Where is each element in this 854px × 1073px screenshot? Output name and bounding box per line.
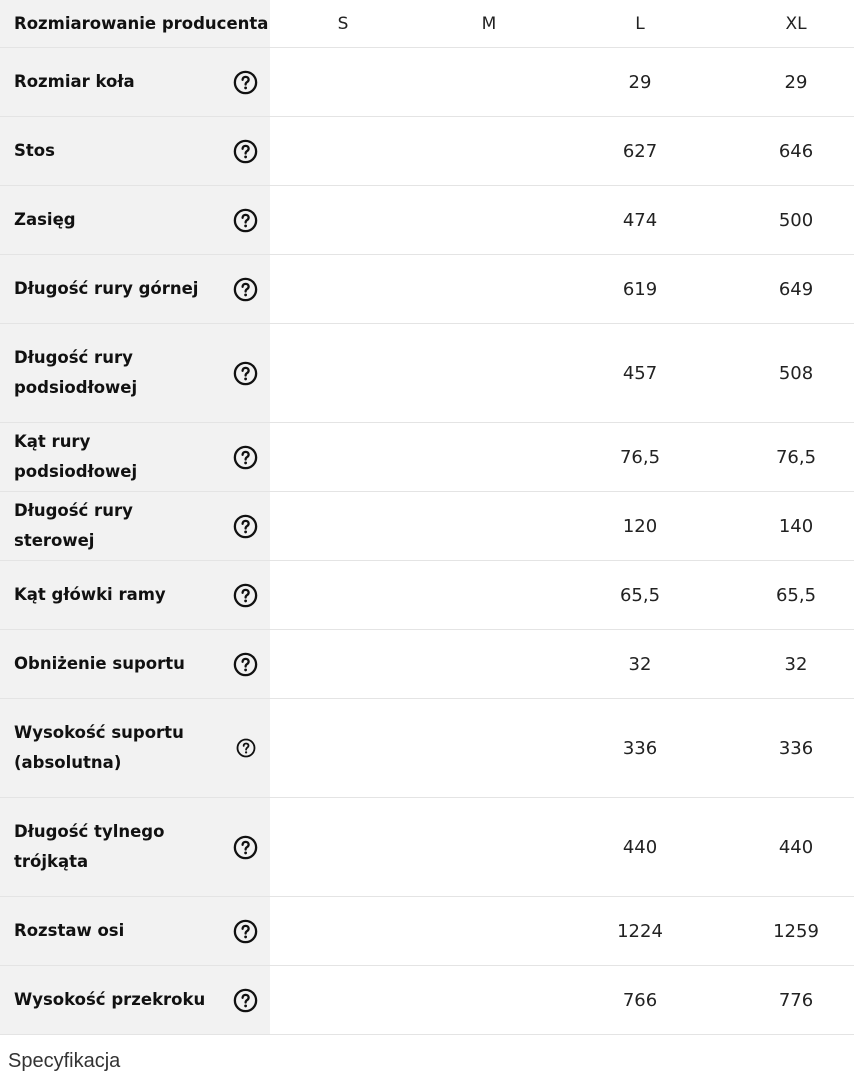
table-row xyxy=(0,423,854,492)
size-value-l: 120 xyxy=(562,492,718,561)
size-value-xl: 776 xyxy=(718,966,854,1035)
table-row xyxy=(0,699,854,798)
size-value-l: 76,5 xyxy=(562,423,718,492)
size-value-xl: 29 xyxy=(718,48,854,117)
table-row xyxy=(0,798,854,897)
size-value-l: 65,5 xyxy=(562,561,718,630)
size-value-m xyxy=(416,186,562,255)
size-value-s xyxy=(270,699,416,798)
row-label: Obniżenie suportu xyxy=(14,654,185,673)
size-value-xl: 336 xyxy=(718,699,854,798)
row-label-wrap xyxy=(14,985,258,1015)
size-header-l: L xyxy=(562,0,718,48)
size-value-s xyxy=(270,492,416,561)
size-value-xl: 1259 xyxy=(718,897,854,966)
row-label: Wysokość suportu (absolutna) xyxy=(14,723,184,772)
size-value-xl: 65,5 xyxy=(718,561,854,630)
size-value-xl: 76,5 xyxy=(718,423,854,492)
size-value-xl: 32 xyxy=(718,630,854,699)
question-circle-icon[interactable] xyxy=(233,208,258,233)
row-label: Długość tylnego trójkąta xyxy=(14,822,165,871)
question-circle-icon[interactable] xyxy=(233,361,258,386)
size-value-m xyxy=(416,798,562,897)
size-value-xl: 140 xyxy=(718,492,854,561)
row-label-wrap xyxy=(14,427,258,487)
size-header-xl: XL xyxy=(718,0,854,48)
size-value-s xyxy=(270,630,416,699)
size-value-l: 457 xyxy=(562,324,718,423)
table-row xyxy=(0,630,854,699)
row-label-wrap xyxy=(14,817,258,877)
size-value-m xyxy=(416,117,562,186)
size-value-l: 1224 xyxy=(562,897,718,966)
row-label: Długość rury górnej xyxy=(14,279,199,298)
table-row xyxy=(0,117,854,186)
specification-tab[interactable]: Specyfikacja xyxy=(8,1050,121,1072)
size-value-l: 32 xyxy=(562,630,718,699)
row-label: Zasięg xyxy=(14,210,76,229)
row-label: Wysokość przekroku xyxy=(14,990,206,1009)
table-row xyxy=(0,966,854,1035)
row-label-cell xyxy=(0,255,270,324)
row-label-cell xyxy=(0,186,270,255)
question-circle-icon[interactable] xyxy=(233,988,258,1013)
row-label-wrap xyxy=(14,718,258,778)
table-row xyxy=(0,561,854,630)
question-circle-icon[interactable] xyxy=(233,583,258,608)
size-value-m xyxy=(416,423,562,492)
row-label-wrap xyxy=(14,67,258,97)
size-value-m xyxy=(416,966,562,1035)
size-value-m xyxy=(416,630,562,699)
size-value-xl: 649 xyxy=(718,255,854,324)
row-label: Rozstaw osi xyxy=(14,921,125,940)
row-label: Kąt główki ramy xyxy=(14,585,166,604)
size-value-s xyxy=(270,966,416,1035)
row-label-cell xyxy=(0,48,270,117)
size-value-l: 440 xyxy=(562,798,718,897)
row-label-cell xyxy=(0,492,270,561)
size-value-l: 336 xyxy=(562,699,718,798)
question-circle-icon[interactable] xyxy=(233,652,258,677)
row-label: Kąt rury podsiodłowej xyxy=(14,432,138,481)
question-circle-icon[interactable] xyxy=(233,139,258,164)
row-label-wrap xyxy=(14,205,258,235)
row-label: Rozmiar koła xyxy=(14,72,135,91)
table-row xyxy=(0,897,854,966)
size-value-l: 29 xyxy=(562,48,718,117)
row-label: Długość rury podsiodłowej xyxy=(14,348,138,397)
size-value-m xyxy=(416,324,562,423)
question-circle-icon[interactable] xyxy=(233,445,258,470)
size-value-s xyxy=(270,798,416,897)
size-value-m xyxy=(416,492,562,561)
size-value-l: 474 xyxy=(562,186,718,255)
row-label-cell xyxy=(0,966,270,1035)
table-row xyxy=(0,186,854,255)
size-value-m xyxy=(416,897,562,966)
table-header-row xyxy=(0,0,854,48)
row-label: Stos xyxy=(14,141,55,160)
size-value-l: 766 xyxy=(562,966,718,1035)
size-value-s xyxy=(270,324,416,423)
row-label-cell xyxy=(0,630,270,699)
size-value-xl: 440 xyxy=(718,798,854,897)
question-circle-icon[interactable] xyxy=(233,919,258,944)
row-label-cell xyxy=(0,699,270,798)
row-label-wrap xyxy=(14,274,258,304)
table-row xyxy=(0,324,854,423)
row-label-wrap xyxy=(14,580,258,610)
row-label-cell xyxy=(0,897,270,966)
question-circle-icon[interactable] xyxy=(236,738,256,758)
row-label: Długość rury sterowej xyxy=(14,501,133,550)
size-value-s xyxy=(270,117,416,186)
table-body xyxy=(0,48,854,1035)
size-value-s xyxy=(270,423,416,492)
size-value-xl: 500 xyxy=(718,186,854,255)
row-label-cell xyxy=(0,117,270,186)
table-row xyxy=(0,492,854,561)
row-label-wrap xyxy=(14,916,258,946)
size-value-s xyxy=(270,255,416,324)
row-label-cell xyxy=(0,423,270,492)
row-label-wrap xyxy=(14,343,258,403)
size-value-s xyxy=(270,48,416,117)
size-value-m xyxy=(416,48,562,117)
size-value-l: 627 xyxy=(562,117,718,186)
row-label-cell xyxy=(0,561,270,630)
size-value-s xyxy=(270,897,416,966)
size-value-s xyxy=(270,561,416,630)
row-label-cell xyxy=(0,324,270,423)
row-label-wrap xyxy=(14,136,258,166)
row-label-wrap xyxy=(14,496,258,556)
table-row xyxy=(0,255,854,324)
question-circle-icon[interactable] xyxy=(233,277,258,302)
question-circle-icon[interactable] xyxy=(233,514,258,539)
size-header-m: M xyxy=(416,0,562,48)
question-circle-icon[interactable] xyxy=(233,835,258,860)
size-value-xl: 508 xyxy=(718,324,854,423)
question-circle-icon[interactable] xyxy=(233,70,258,95)
size-header-s: S xyxy=(270,0,416,48)
size-value-s xyxy=(270,186,416,255)
size-value-m xyxy=(416,561,562,630)
size-value-m xyxy=(416,699,562,798)
size-value-xl: 646 xyxy=(718,117,854,186)
size-value-m xyxy=(416,255,562,324)
row-label-cell xyxy=(0,798,270,897)
table-row xyxy=(0,48,854,117)
size-value-l: 619 xyxy=(562,255,718,324)
row-label-wrap xyxy=(14,649,258,679)
manufacturer-sizing-header: Rozmiarowanie producenta xyxy=(0,0,270,48)
